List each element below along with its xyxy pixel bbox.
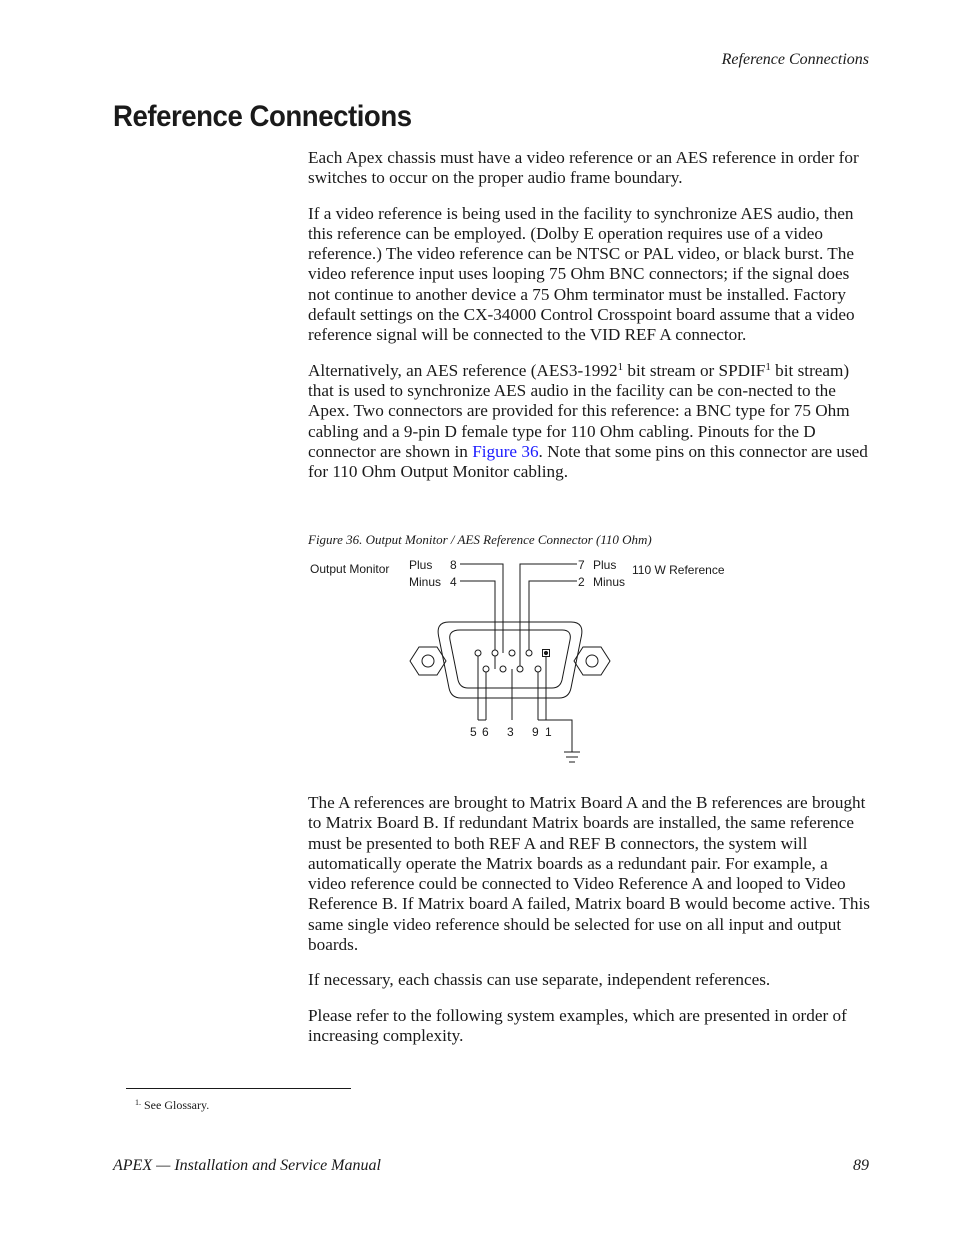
footnote: [135, 1098, 209, 1113]
pin-8: [517, 666, 523, 672]
paragraph-3: [308, 361, 870, 483]
pin-9: [535, 666, 541, 672]
left-minus-pin-label: 4: [450, 575, 457, 589]
footer-manual-title: APEX — Installation and Service Manual: [113, 1157, 381, 1174]
output-monitor-label: Output Monitor: [310, 562, 390, 576]
right-minus-pin-label: 2: [578, 575, 585, 589]
figure-36-link[interactable]: Figure 36: [472, 441, 539, 461]
pin-4: [492, 650, 498, 656]
paragraph-1: Each Apex chassis must have a video reference or an AES reference in order for switches to occur on the proper audio frame boundary.: [308, 148, 859, 188]
footnote-text: See Glossary.: [141, 1098, 210, 1112]
footnote-ref: 1: [617, 360, 624, 373]
pin-number-5: 5: [470, 725, 477, 739]
pin-number-3: 3: [507, 725, 514, 739]
right-mounting-flange: [574, 647, 610, 675]
figure-caption: Figure 36. Output Monitor / AES Reference Connector (110 Ohm): [308, 532, 652, 547]
paragraph-4: The A references are brought to Matrix Board A and the B references are brought to Matrix Board B. If redundant Matrix boards are installed, the same reference must be presented to both REF A and REF B connectors, the system will automatically operate the Matrix boards as a redundant pair. For example, a video reference could be connected to Video Reference A and looped to Video Reference B. If Matrix board A failed, Matrix board B would become active. This same single video reference should be selected for use on all input and output boards.: [308, 793, 870, 955]
paragraph-5: If necessary, each chassis can use separate, independent references.: [308, 970, 771, 990]
paragraph-3-text-d: . Note that some pins on this connector are used for 110 Ohm Output Monitor cabling.: [308, 441, 868, 482]
pin-8-wire: [460, 564, 503, 653]
footnote-divider: [126, 1088, 351, 1089]
left-plus-label: Plus: [409, 558, 433, 572]
pin-number-1: 1: [545, 725, 552, 739]
pin-3: [509, 650, 515, 656]
footnote-marker: 1.: [135, 1098, 141, 1107]
paragraph-2: If a video reference is being used in the facility to synchronize AES audio, then this reference can be employed. (Dolby E operation requires use of a video reference.) The video reference can be NTSC or PAL video, or black burst. The video reference input uses looping 75 Ohm BNC connectors; if the signal does not continue to another device a 75 Ohm terminator must be installed. Factory default settings on the CX-34000 Control Crosspoint board assume that a video reference signal will be connected to the VID REF A connector.: [308, 203, 855, 345]
connector-diagram: [300, 552, 740, 772]
pin-2: [526, 650, 532, 656]
left-plus-pin-label: 8: [450, 558, 457, 572]
connector-shell: [438, 622, 582, 698]
paragraph-6: Please refer to the following system examples, which are presented in order of increasing complexity.: [308, 1005, 847, 1045]
paragraph-3-text-b: bit stream or SPDIF: [623, 360, 766, 380]
body-text-intro: [308, 148, 870, 482]
paragraph-3-text-c: bit stream) that is used to synchronize AES audio in the facility can be con-nected to the Apex. Two connectors are provided for this reference: a BNC type for 75 Ohm cabling and a 9-pin D female type for 110 Ohm cabling. Pinouts for the D connector are shown in: [308, 360, 850, 461]
body-text-after-figure: [308, 793, 870, 1046]
pin-1: [544, 651, 547, 654]
right-screw-hole: [586, 655, 598, 667]
left-mounting-flange: [410, 647, 446, 675]
right-minus-label: Minus: [593, 575, 626, 589]
page-title: Reference Connections: [113, 100, 412, 133]
pin-7: [500, 666, 506, 672]
pin-number-6: 6: [482, 725, 489, 739]
right-plus-label: Plus: [593, 558, 617, 572]
reference-label: 110 W Reference: [632, 563, 725, 577]
pin-5: [475, 650, 481, 656]
connector-face: [450, 630, 571, 688]
pin-6: [483, 666, 489, 672]
left-screw-hole: [422, 655, 434, 667]
pin-number-9: 9: [532, 725, 539, 739]
left-minus-label: Minus: [409, 575, 442, 589]
footnote-ref: 1: [765, 360, 771, 373]
right-plus-pin-label: 7: [578, 558, 585, 572]
running-header: Reference Connections: [721, 51, 869, 68]
page-number: 89: [853, 1157, 869, 1174]
paragraph-3-text-a: Alternatively, an AES reference (AES3-1992: [308, 360, 618, 380]
